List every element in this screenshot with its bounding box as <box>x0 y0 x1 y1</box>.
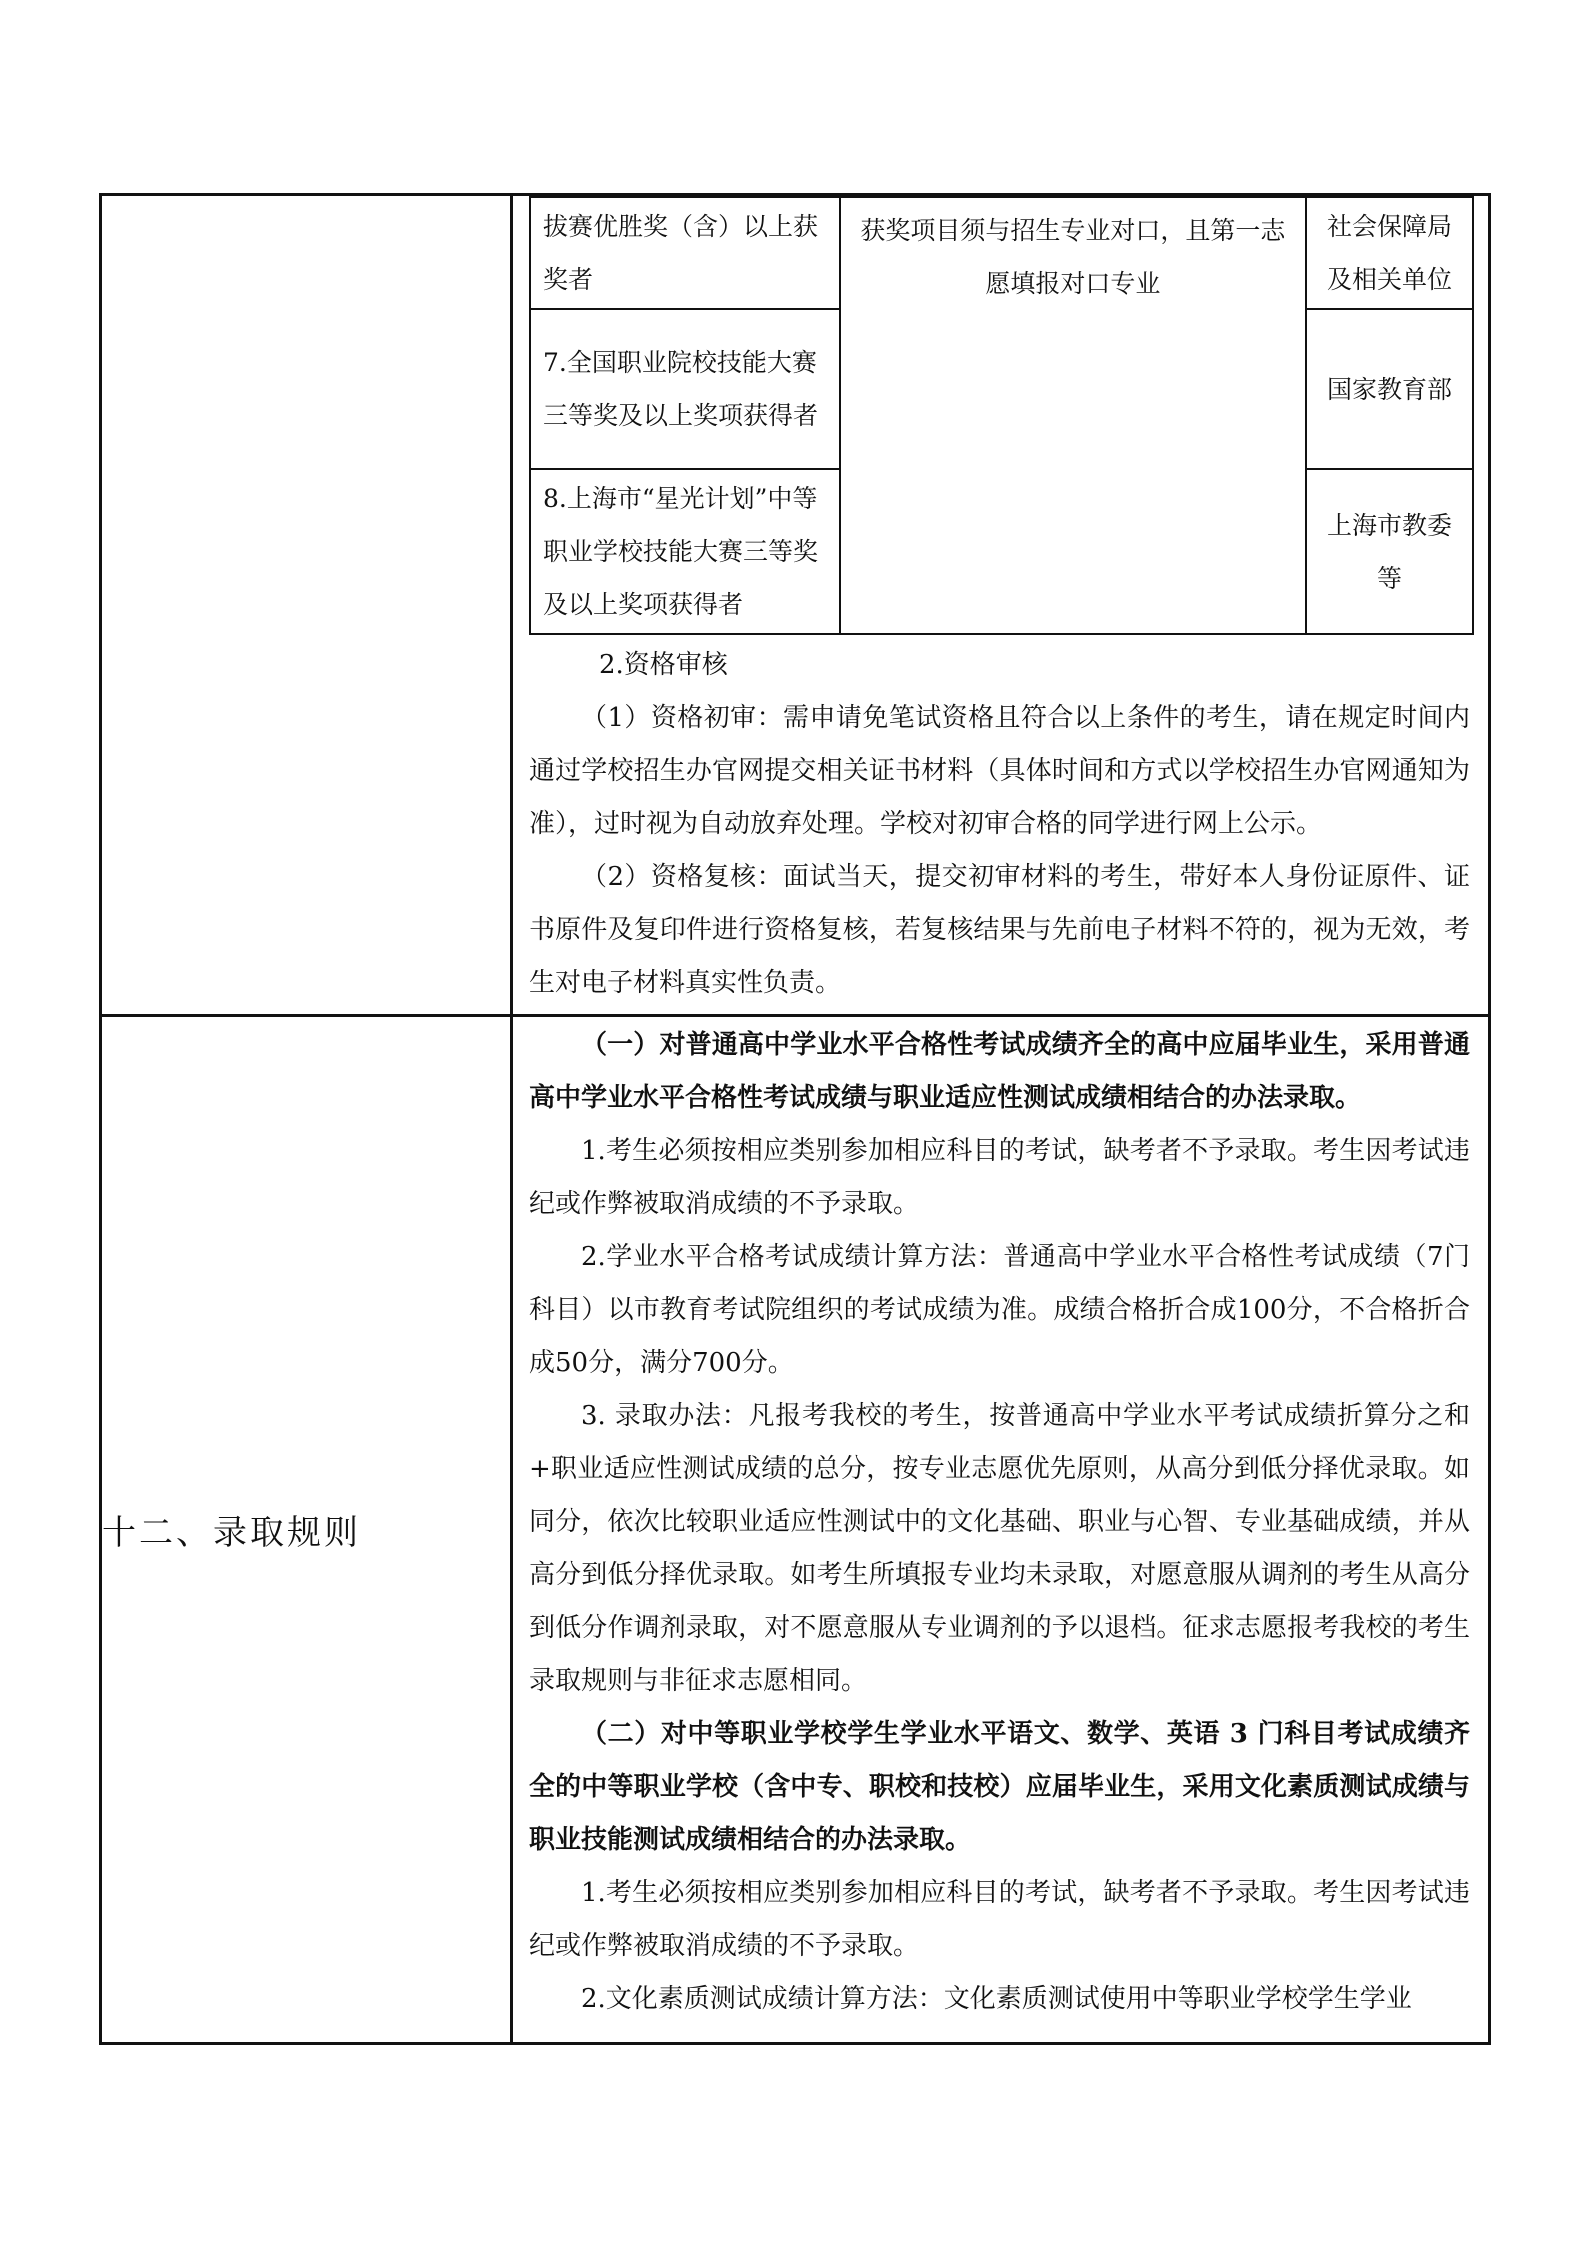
part1-paragraph-3: 3. 录取办法：凡报考我校的考生，按普通高中学业水平考试成绩折算分之和+职业适应性测试成绩的总分，按专业志愿优先原则，从高分到低分择优录取。如同分，依次比较职业适应性测试中的文化基础、职业与心智、专业基础成绩，并从高分到低分择优录取。如考生所填报专业均未录取，对愿意服从调剂的考生从高分到低分作调剂录取，对不愿意服从专业调剂的予以退档。征求志愿报考我校的考生录取规则与非征求志愿相同。 <box>529 1401 1470 1696</box>
award-item: 7.全国职业院校技能大赛三等奖及以上奖项获得者 <box>530 309 840 469</box>
qualifications-cell <box>512 195 1490 1016</box>
outer-table <box>99 193 1491 2045</box>
part2-heading: （二）对中等职业学校学生学业水平语文、数学、英语 3 门科目考试成绩齐全的中等职业学校（含中专、职校和技校）应届毕业生，采用文化素质测试成绩与职业技能测试成绩相结合的办法录取。 <box>529 1719 1470 1855</box>
table-row-admission <box>101 1016 1490 2044</box>
table-row-qualifications <box>101 195 1490 1016</box>
award-organizer: 社会保障局及相关单位 <box>1306 197 1473 309</box>
award-item: 拔赛优胜奖（含）以上获奖者 <box>530 197 840 309</box>
qualifications-table <box>529 196 1474 635</box>
part1-heading: （一）对普通高中学业水平合格性考试成绩齐全的高中应届毕业生，采用普通高中学业水平合格性考试成绩与职业适应性测试成绩相结合的办法录取。 <box>529 1030 1470 1113</box>
award-item: 8.上海市“星光计划”中等职业学校技能大赛三等奖及以上奖项获得者 <box>530 469 840 634</box>
part1-paragraph-2: 2.学业水平合格考试成绩计算方法：普通高中学业水平合格性考试成绩（7门科目）以市教育考试院组织的考试成绩为准。成绩合格折合成100分，不合格折合成50分，满分700分。 <box>529 1242 1470 1378</box>
award-organizer: 国家教育部 <box>1306 309 1473 469</box>
part2-paragraph-1: 1.考生必须按相应类别参加相应科目的考试，缺考者不予录取。考生因考试违纪或作弊被取消成绩的不予录取。 <box>529 1878 1470 1961</box>
admission-cell <box>512 1016 1490 2044</box>
review-recheck-paragraph: （2）资格复核：面试当天，提交初审材料的考生，带好本人身份证原件、证书原件及复印件进行资格复核，若复核结果与先前电子材料不符的，视为无效，考生对电子材料真实性负责。 <box>529 862 1470 998</box>
part2-paragraph-2: 2.文化素质测试成绩计算方法：文化素质测试使用中等职业学校学生学业 <box>581 1984 1412 2014</box>
award-organizer: 上海市教委等 <box>1306 469 1473 634</box>
empty-label-cell <box>101 195 512 1016</box>
part1-paragraph-1: 1.考生必须按相应类别参加相应科目的考试，缺考者不予录取。考生因考试违纪或作弊被取消成绩的不予录取。 <box>529 1136 1470 1219</box>
award-requirement: 获奖项目须与招生专业对口，且第一志愿填报对口专业 <box>840 197 1306 634</box>
section-label: 十二、录取规则 <box>101 1016 512 2044</box>
review-initial-paragraph: （1）资格初审：需申请免笔试资格且符合以上条件的考生，请在规定时间内通过学校招生办官网提交相关证书材料（具体时间和方式以学校招生办官网通知为准），过时视为自动放弃处理。学校对初审合格的同学进行网上公示。 <box>529 703 1470 839</box>
table-row <box>530 197 1473 309</box>
review-heading: 2.资格审核 <box>599 650 728 680</box>
